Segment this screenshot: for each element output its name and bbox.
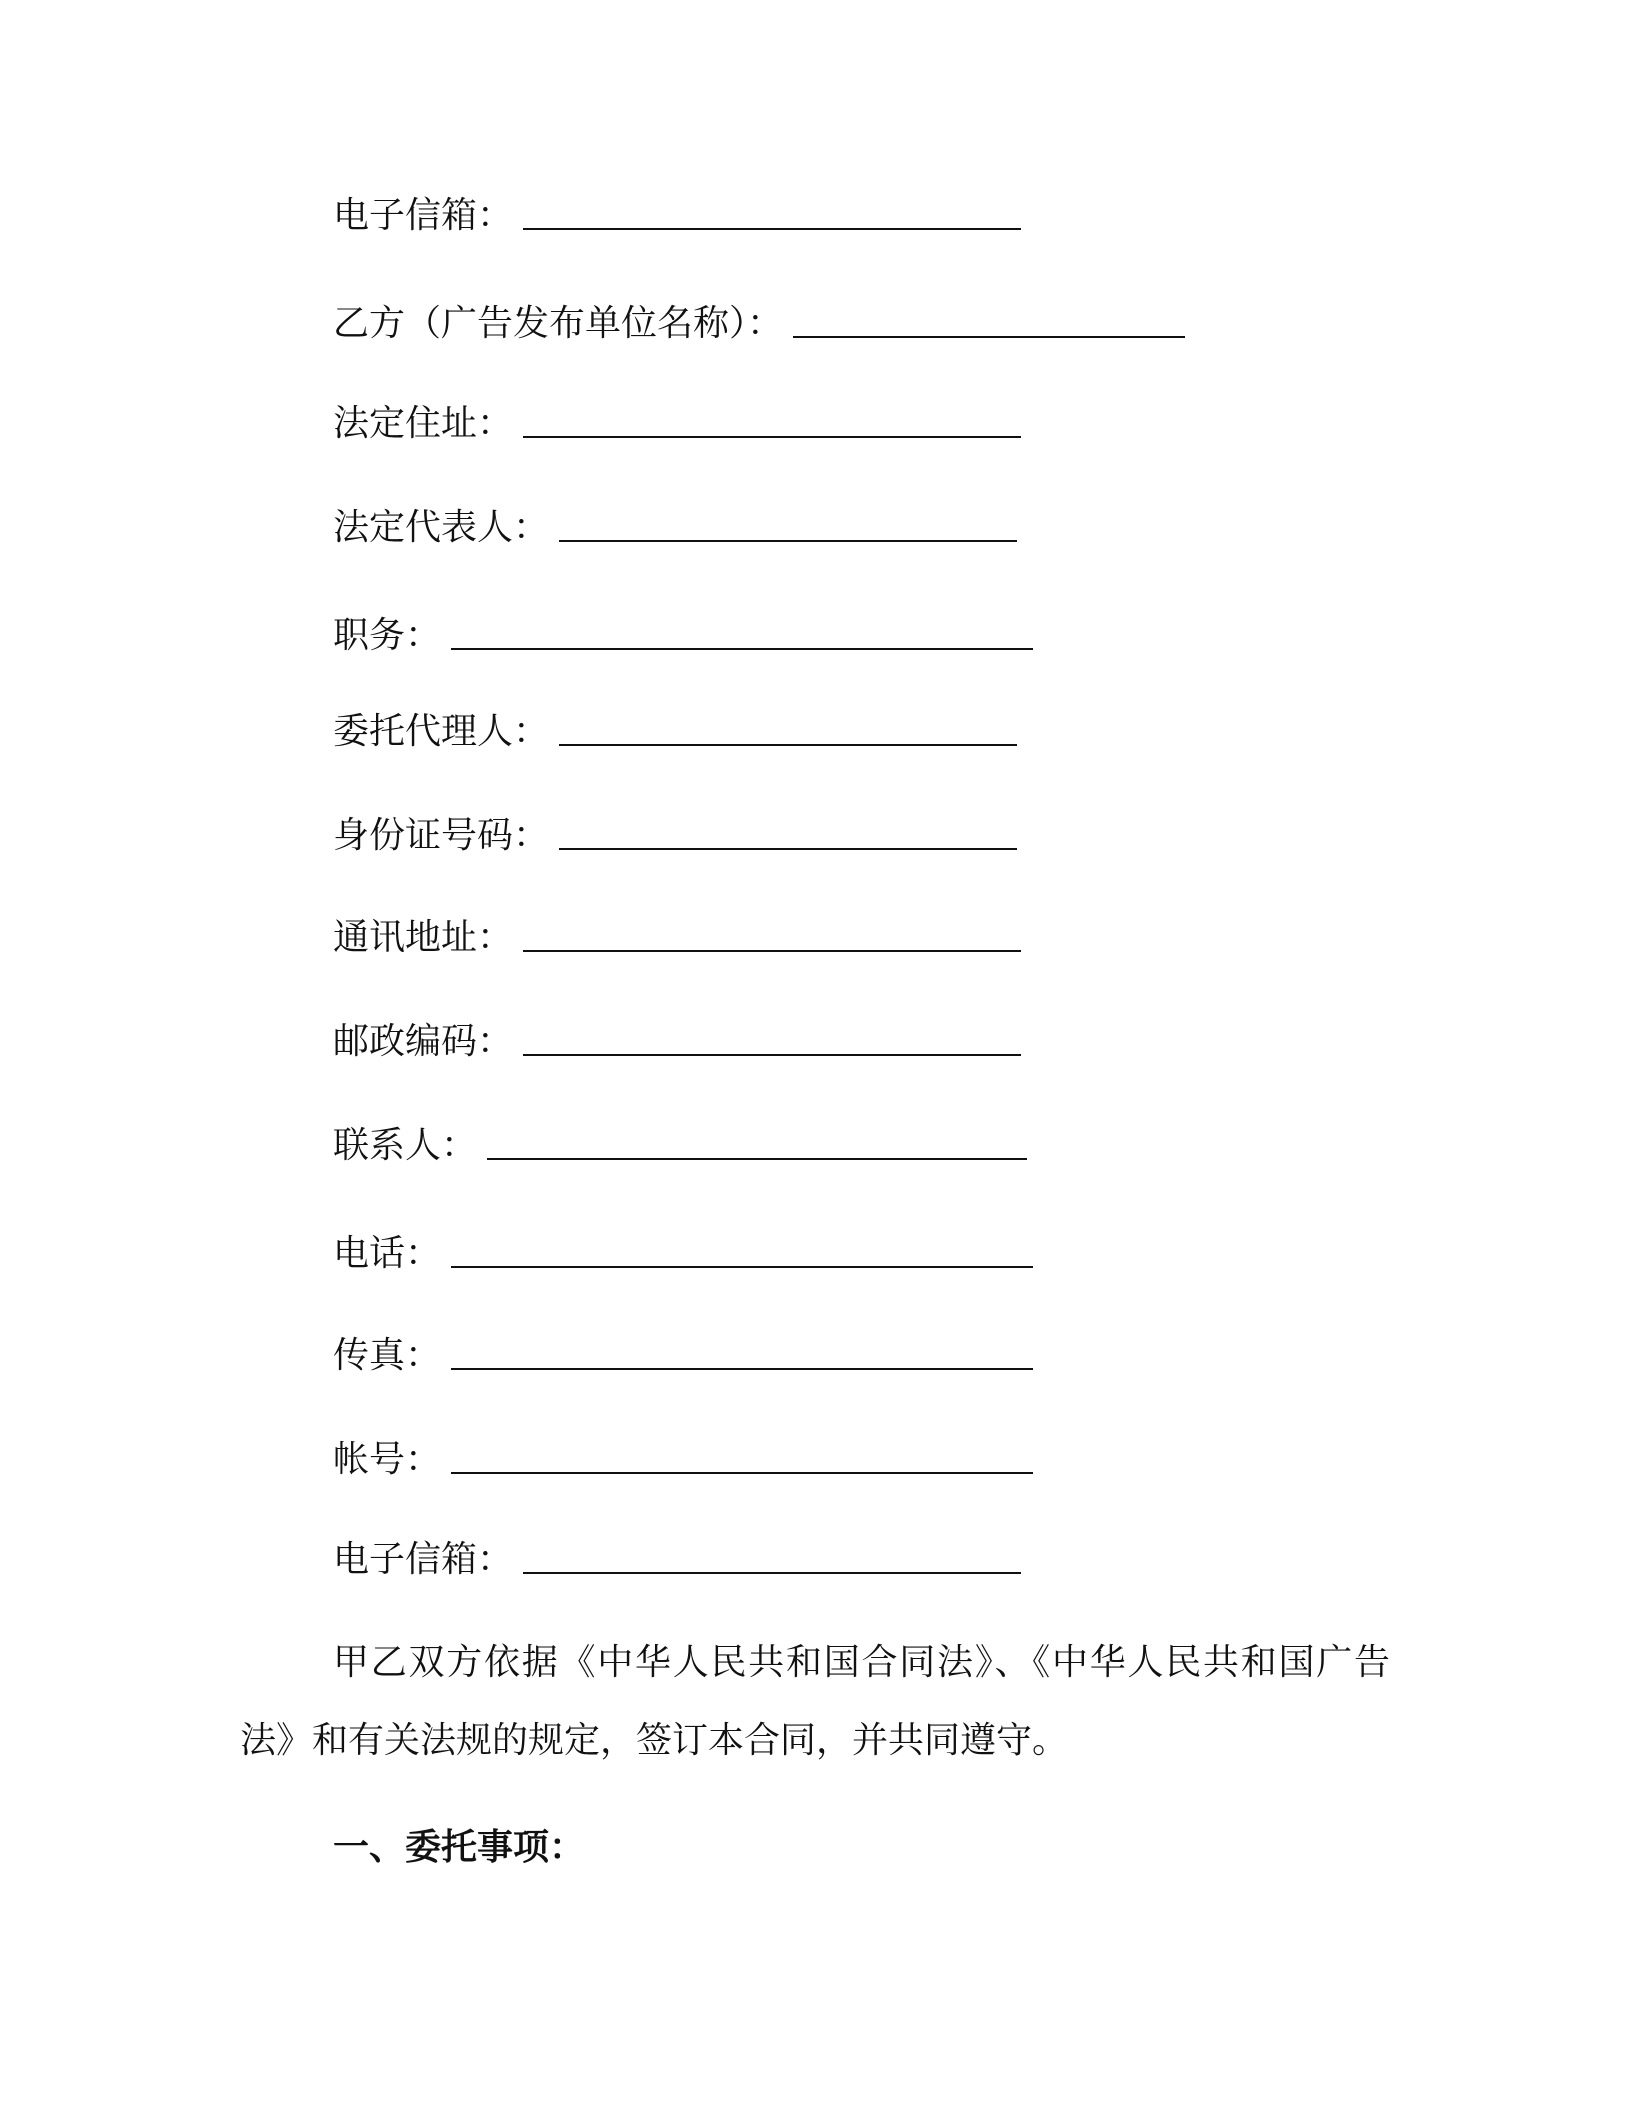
party-b-id-number-blank[interactable] xyxy=(559,848,1017,850)
party-b-account-label: 帐号： xyxy=(333,1439,442,1480)
party-b-legal-address-label: 法定住址： xyxy=(333,403,514,444)
party-b-id-number-label: 身份证号码： xyxy=(333,815,550,856)
party-b-legal-address-row xyxy=(333,398,1021,450)
party-a-email-blank[interactable] xyxy=(523,228,1021,230)
party-b-position-label: 职务： xyxy=(333,615,442,656)
party-b-contact-blank[interactable] xyxy=(487,1158,1027,1160)
party-b-agent-label: 委托代理人： xyxy=(333,711,550,752)
party-b-phone-blank[interactable] xyxy=(451,1266,1033,1268)
party-a-email-row xyxy=(333,190,1021,242)
party-b-fax-label: 传真： xyxy=(333,1335,442,1376)
party-b-contact-label: 联系人： xyxy=(333,1125,478,1166)
party-b-email-row xyxy=(333,1534,1021,1586)
party-b-mailing-address-row xyxy=(333,912,1021,964)
party-b-postal-code-label: 邮政编码： xyxy=(333,1021,514,1062)
preamble-paragraph: 甲乙双方依据《中华人民共和国合同法》、《中华人民共和国广告法》和有关法规的规定，签订本合同，并共同遵守。 xyxy=(240,1642,1390,1761)
party-b-agent-blank[interactable] xyxy=(559,744,1017,746)
party-b-position-blank[interactable] xyxy=(451,648,1033,650)
party-b-phone-label: 电话： xyxy=(333,1233,442,1274)
party-b-email-label: 电子信箱： xyxy=(333,1539,514,1580)
party-b-name-row xyxy=(333,298,1185,350)
party-b-email-blank[interactable] xyxy=(523,1572,1021,1574)
party-b-postal-code-blank[interactable] xyxy=(523,1054,1021,1056)
party-b-legal-rep-label: 法定代表人： xyxy=(333,507,550,548)
party-b-mailing-address-blank[interactable] xyxy=(523,950,1021,952)
party-a-email-label: 电子信箱： xyxy=(333,195,514,236)
party-b-legal-rep-blank[interactable] xyxy=(559,540,1017,542)
party-b-fax-blank[interactable] xyxy=(451,1368,1033,1370)
party-b-name-label: 乙方（广告发布单位名称）： xyxy=(333,303,784,344)
party-b-phone-row xyxy=(333,1228,1033,1280)
party-b-postal-code-row xyxy=(333,1016,1021,1068)
party-b-name-blank[interactable] xyxy=(793,336,1185,338)
section-1-heading: 一、委托事项： xyxy=(333,1827,586,1868)
party-b-legal-rep-row xyxy=(333,502,1017,554)
party-b-position-row xyxy=(333,610,1033,662)
party-b-agent-row xyxy=(333,706,1017,758)
party-b-mailing-address-label: 通讯地址： xyxy=(333,917,514,958)
party-b-id-number-row xyxy=(333,810,1017,862)
party-b-fax-row xyxy=(333,1330,1033,1382)
party-b-contact-row xyxy=(333,1120,1027,1172)
party-b-account-row xyxy=(333,1434,1033,1486)
party-b-legal-address-blank[interactable] xyxy=(523,436,1021,438)
party-b-account-blank[interactable] xyxy=(451,1472,1033,1474)
